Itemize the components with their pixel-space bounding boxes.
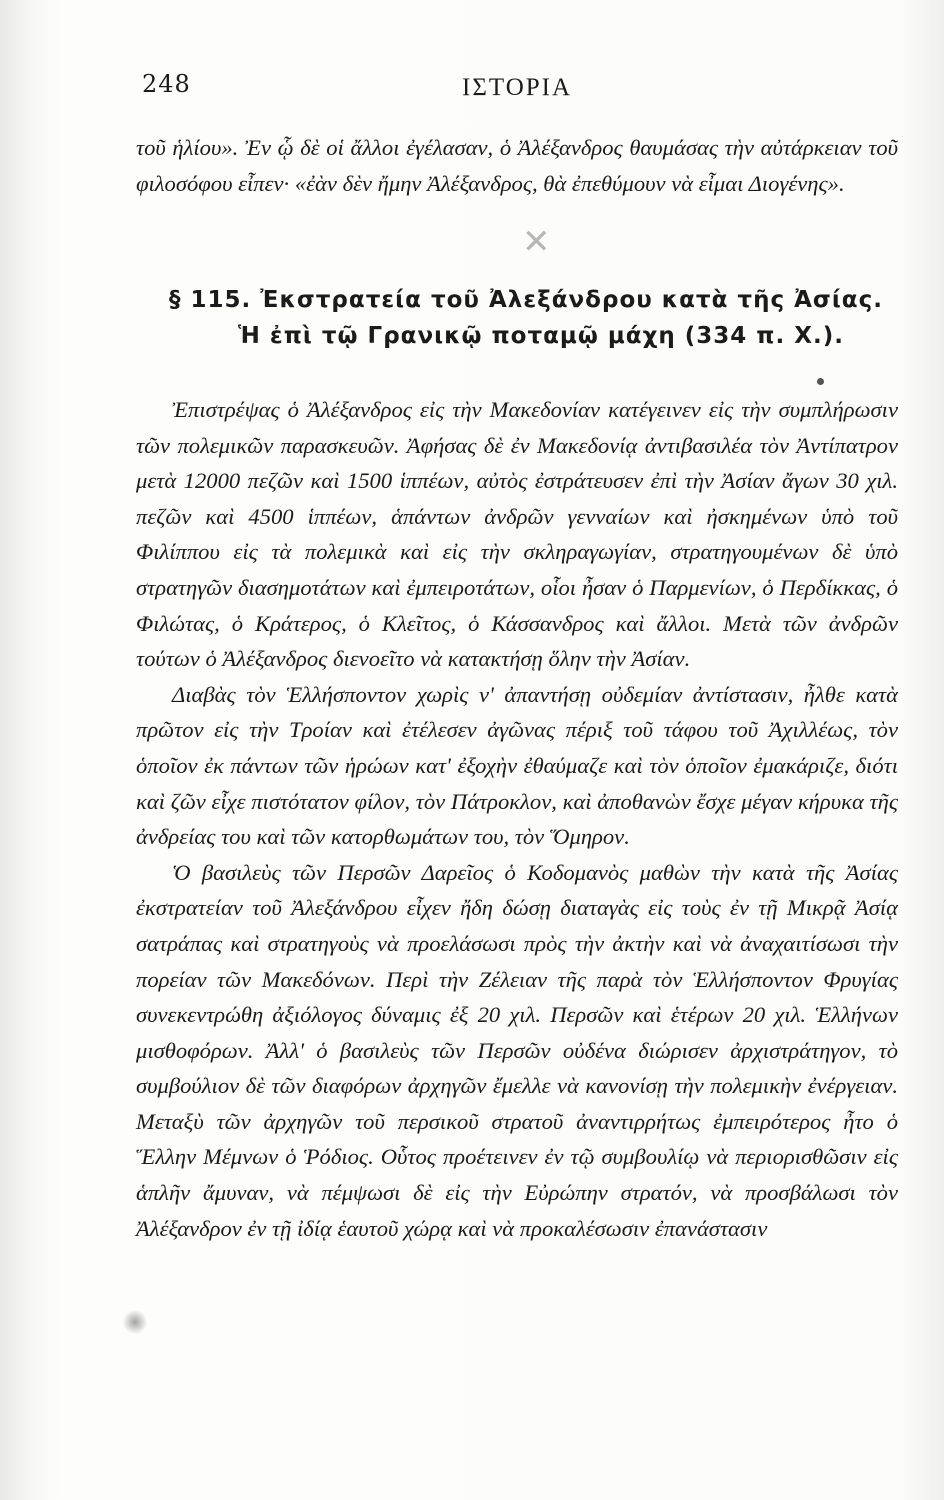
page-number: 248 (142, 70, 191, 98)
running-title: ΙΣΤΟΡΙΑ (462, 74, 573, 101)
paragraph: Διαβὰς τὸν Ἑλλήσποντον χωρὶς ν' ἀπαντήσῃ οὐδεμίαν ἀντίστασιν, ἦλθε κατὰ πρῶτον εἰς τὴν Τροίαν καὶ ἐτέλεσεν ἀγῶνας πέριξ τοῦ τάφου τοῦ Ἀχιλλέως, τὸν ὁποῖον ἐκ πάντων τῶν ἡρώων κατ' ἐξοχὴν ἐθαύμαζε καὶ τὸν ὁποῖον ἐμακάριζε, διότι καὶ ζῶν εἶχε πιστότατον φίλον, τὸν Πάτροκλον, καὶ ἀποθανὼν ἔσχε μέγαν κήρυκα τῆς ἀνδρείας του καὶ τῶν κατορθωμάτων του, τὸν Ὅμηρον. (136, 681, 898, 850)
intro-paragraph: τοῦ ἡλίου». Ἐν ᾧ δὲ οἱ ἄλλοι ἐγέλασαν, ὁ Ἀλέξανδρος θαυμάσας τὴν αὐτάρκειαν τοῦ φιλοσόφου εἶπεν· «ἐὰν δὲν ἤμην Ἀλέξανδρος, θὰ ἐπεθύμουν νὰ εἶμαι Διογένης». (136, 135, 898, 196)
paragraph: Ἐπιστρέψας ὁ Ἀλέξανδρος εἰς τὴν Μακεδονίαν κατέγεινεν εἰς τὴν συμπλήρωσιν τῶν πολεμικῶν παρασκευῶν. Ἀφήσας δὲ ἐν Μακεδονίᾳ ἀντιβασιλέα τὸν Ἀντίπατρον μετὰ 12000 πεζῶν καὶ 1500 ἱππέων, αὐτὸς ἐστράτευσεν ἐπὶ τὴν Ἀσίαν ἄγων 30 χιλ. πεζῶν καὶ 4500 ἱππέων, ἁπάντων ἀνδρῶν γενναίων καὶ ἠσκημένων ὑπὸ τοῦ Φιλίππου εἰς τὰ πολεμικὰ καὶ εἰς τὴν σκληραγωγίαν, στρατηγουμένων δὲ ὑπὸ στρατηγῶν διασημοτάτων καὶ ἐμπειροτάτων, οἷοι ἦσαν ὁ Παρμενίων, ὁ Περδίκκας, ὁ Φιλώτας, ὁ Κράτερος, ὁ Κλεῖτος, ὁ Κάσσανδρος καὶ ἄλλοι. Μετὰ τῶν ἀνδρῶν τούτων ὁ Ἀλέξανδρος διενοεῖτο νὰ κατακτήσῃ ὅλην τὴν Ἀσίαν. (136, 397, 898, 672)
pencil-mark-icon: ✕ (522, 222, 551, 262)
ink-dot (817, 378, 824, 385)
section-heading (146, 282, 906, 354)
section-heading-line-1: § 115. Ἐκστρατεία τοῦ Ἀλεξάνδρου κατὰ τῆς Ἀσίας. (169, 287, 883, 313)
body-text (136, 392, 898, 1246)
paragraph: Ὁ βασιλεὺς τῶν Περσῶν Δαρεῖος ὁ Κοδομανὸς μαθὼν τὴν κατὰ τῆς Ἀσίας ἐκστρατείαν τοῦ Ἀλεξάνδρου εἶχεν ἤδη δώσῃ διαταγὰς εἰς τοὺς ἐν τῇ Μικρᾷ Ἀσίᾳ σατράπας καὶ στρατηγοὺς νὰ προελάσωσι πρὸς τὴν ἀκτὴν καὶ νὰ ἀναχαιτίσωσι τὴν πορείαν τῶν Μακεδόνων. Περὶ τὴν Ζέλειαν τῆς παρὰ τὸν Ἑλλήσποντον Φρυγίας συνεκεντρώθη ἀξιόλογος δύναμις ἐξ 20 χιλ. Περσῶν καὶ ἑτέρων 20 χιλ. Ἑλλήνων μισθοφόρων. Ἀλλ' ὁ βασιλεὺς τῶν Περσῶν οὐδένα διώρισεν ἀρχιστράτηγον, τὸ συμβούλιον δὲ τῶν διαφόρων ἀρχηγῶν ἔμελλε νὰ κανονίσῃ τὴν πολεμικὴν ἐνέργειαν. Μεταξὺ τῶν ἀρχηγῶν τοῦ περσικοῦ στρατοῦ ἀναντιρρήτως ἐμπειρότερος ἦτο ὁ Ἕλλην Μέμνων ὁ Ῥόδιος. Οὗτος προέτεινεν ἐν τῷ συμβουλίῳ νὰ περιορισθῶσιν εἰς ἁπλῆν ἄμυναν, νὰ πέμψωσι δὲ εἰς τὴν Εὐρώπην στρατόν, νὰ προσβάλωσι τὸν Ἀλέξανδρον ἐν τῇ ἰδίᾳ ἑαυτοῦ χώρᾳ καὶ νὰ προκαλέσωσιν ἐπανάστασιν (136, 859, 898, 1241)
ink-smudge (122, 1310, 148, 1334)
page-header (142, 70, 882, 110)
section-heading-line-2: Ἡ ἐπὶ τῷ Γρανικῷ ποταμῷ μάχη (334 π. Χ.). (238, 323, 844, 349)
